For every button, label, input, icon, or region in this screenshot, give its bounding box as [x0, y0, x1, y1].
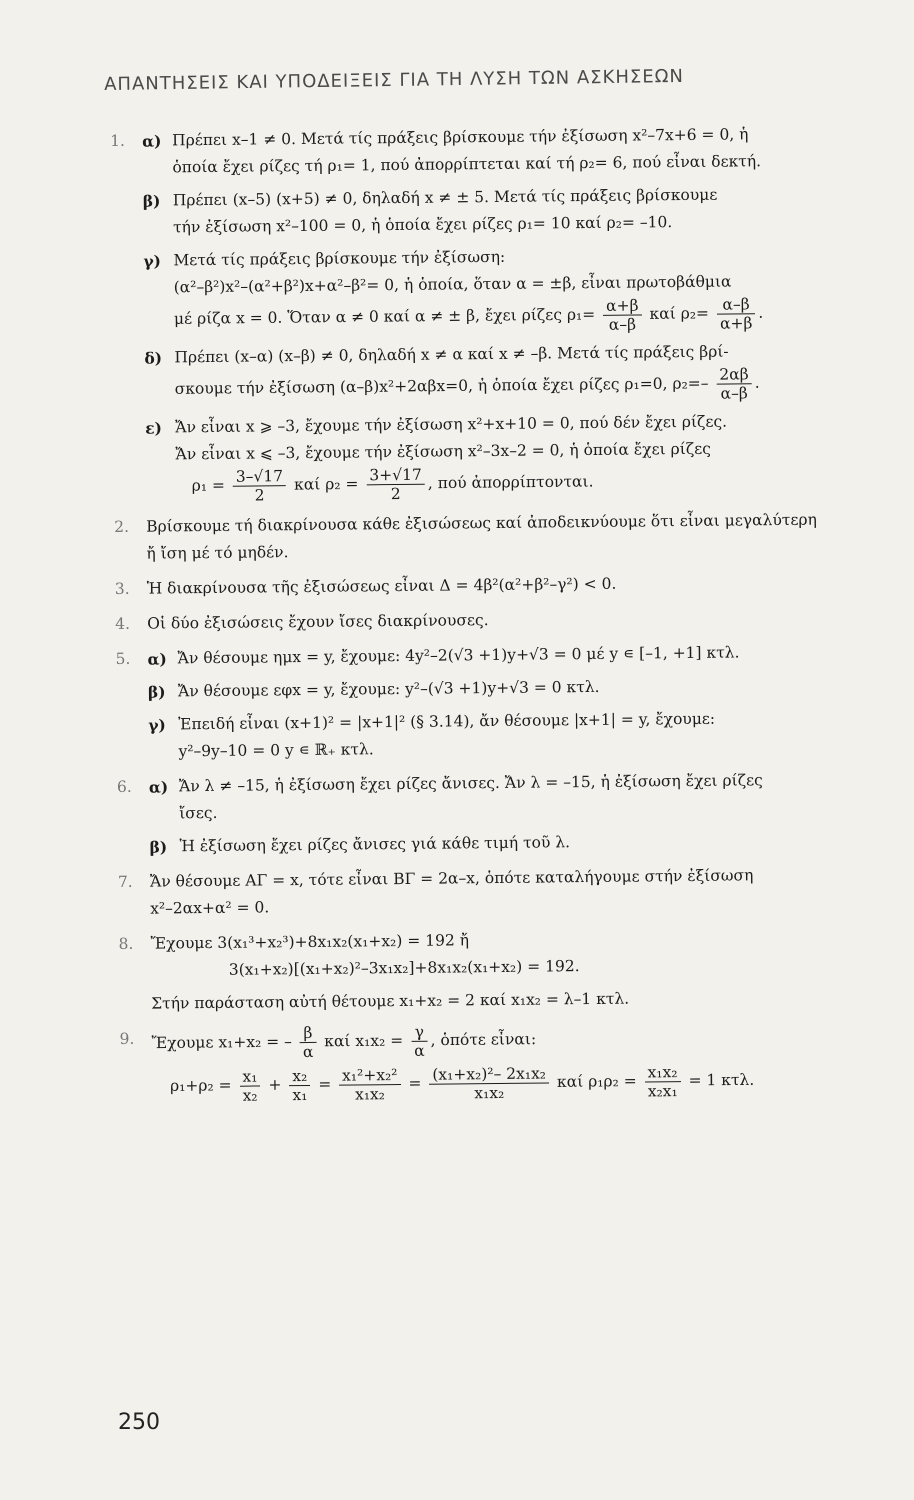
fraction	[289, 1067, 310, 1104]
problem-1c	[143, 240, 902, 339]
numerator: α+β	[603, 296, 642, 315]
denominator: α	[302, 1042, 314, 1062]
denominator: 2	[390, 484, 401, 504]
text-line: Ἄν εἶναι x ⩾ –3, ἔχουμε τήν ἐξίσωση x²+x+10 = 0, πού δέν ἔχει ρίζες.	[175, 412, 728, 437]
text-line: ἴσες.	[179, 803, 218, 823]
denominator: 2	[254, 486, 265, 505]
text-segment: =	[408, 1074, 422, 1093]
text-line: Ἄν θέσουμε ΑΓ = x, τότε εἶναι ΒΓ = 2α–x, ὁπότε καταλήγουμε στήν ἐξίσωση	[149, 866, 754, 891]
part-label: α)	[147, 649, 167, 669]
fraction	[366, 466, 425, 504]
text-line: y²–9y–10 = 0 y ∊ ℝ₊ κτλ.	[178, 740, 374, 761]
part-label: γ)	[148, 715, 166, 735]
text-segment: Ἔχουμε x₁+x₂ = –	[151, 1032, 292, 1053]
text-line: Οἱ δύο ἐξισώσεις ἔχουν ἴσες διακρίνουσες.	[147, 611, 489, 633]
fraction	[300, 1024, 317, 1061]
text-segment: καί ρ₁ρ₂ =	[556, 1072, 637, 1091]
part-label: γ)	[143, 251, 162, 271]
formula-line	[176, 461, 904, 506]
text-line: x²–2αx+α² = 0.	[150, 898, 270, 918]
numerator: x₂	[289, 1067, 310, 1086]
numerator: x₁	[239, 1067, 260, 1086]
text-line: Ἡ ἐξίσωση ἔχει ρίζες ἄνισες γιά κάθε τιμή τοῦ λ.	[179, 833, 571, 856]
numerator: (x₁+x₂)²– 2x₁x₂	[429, 1064, 549, 1084]
text-line: Πρέπει (x–α) (x–β) ≠ 0, δηλαδή x ≠ α καί x ≠ –β. Μετά τίς πράξεις βρί-	[174, 342, 729, 367]
text-line: Πρέπει (x–5) (x+5) ≠ 0, δηλαδή x ≠ ± 5. Μετά τίς πράξεις βρίσκουμε	[172, 185, 718, 210]
part-label: α)	[148, 777, 169, 797]
text-line: Ἄν λ ≠ –15, ἡ ἐξίσωση ἔχει ρίζες ἄνισες. Ἄν λ = –15, ἡ ἐξίσωση ἔχει ρίζες	[178, 771, 763, 796]
problem-number: 1.	[110, 131, 126, 150]
problem-1d	[144, 337, 903, 409]
text-line: Ἐπειδή εἶναι (x+1)² = |x+1|² (§ 3.14), ἄν θέσουμε |x+1| = y, ἔχουμε:	[178, 709, 716, 734]
problem-3	[115, 568, 905, 603]
text-segment: καί x₁x₂ =	[324, 1031, 404, 1051]
denominator: α+β	[719, 314, 753, 333]
part-label: δ)	[144, 348, 163, 368]
problem-number: 2.	[114, 517, 130, 536]
problem-number: 6.	[116, 777, 132, 796]
fraction	[339, 1066, 401, 1104]
part-label: β)	[142, 191, 161, 211]
fraction	[717, 295, 756, 332]
text-segment: μέ ρίζα x = 0. Ὅταν α ≠ 0 καί α ≠ ± β, ἔχει ρίζες ρ₁=	[173, 305, 596, 328]
problem-number: 7.	[117, 872, 133, 891]
fraction	[239, 1067, 260, 1104]
fraction	[233, 467, 287, 505]
text-line: Ἄν θέσουμε εφx = y, ἔχουμε: y²–(√3 +1)y+√3 = 0 κτλ.	[177, 677, 600, 701]
problem-1	[110, 120, 904, 506]
problem-7	[118, 861, 909, 923]
problem-number: 8.	[118, 934, 134, 953]
text-line: Ἄν θέσουμε ημx = y, ἔχουμε: 4y²–2(√3 +1)y+√3 = 0 μέ y ∊ [–1, +1] κτλ.	[177, 643, 740, 668]
text-segment: σκουμε τήν ἐξίσωση (α–β)x²+2αβx=0, ἡ ὁποία ἔχει ρίζες ρ₁=0, ρ₂=–	[174, 374, 709, 398]
text-segment: ρ₁+ρ₂ =	[169, 1076, 232, 1095]
formula-line	[120, 1061, 910, 1106]
fraction	[429, 1064, 549, 1102]
numerator: β	[300, 1024, 317, 1043]
numerator: 2αβ	[716, 365, 751, 384]
text-segment: καί ρ₂ =	[293, 474, 359, 494]
part-label: α)	[142, 131, 162, 151]
text-segment: = 1 κτλ.	[688, 1070, 755, 1090]
text-line: (α²–β²)x²–(α²+β²)x+α²–β²= 0, ἡ ὁποία, ὅταν α = ±β, εἶναι πρωτοβάθμια	[173, 272, 732, 297]
fraction	[411, 1023, 428, 1060]
numerator: 3+√17	[366, 466, 425, 486]
problem-8	[118, 923, 909, 1018]
text-line: Ἄν εἶναι x ⩽ –3, ἔχουμε τήν ἐξίσωση x²–3x–2 = 0, ἡ ὁποία ἔχει ρίζες	[175, 439, 711, 464]
problem-number: 5.	[115, 649, 131, 668]
fraction	[644, 1063, 680, 1100]
part-label: β)	[149, 837, 168, 857]
denominator: x₁x₂	[354, 1085, 386, 1104]
problem-9	[119, 1018, 910, 1106]
denominator: x₁x₂	[474, 1083, 505, 1103]
text-segment: .	[754, 373, 760, 392]
text-line: Ἡ διακρίνουσα τῆς ἐξισώσεως εἶναι Δ = 4β²(α²+β²–γ²) < 0.	[146, 574, 617, 598]
text-line: Μετά τίς πράξεις βρίσκουμε τήν ἐξίσωση:	[173, 247, 506, 270]
page-number: 250	[118, 1410, 160, 1435]
text-segment: , ὁπότε εἶναι:	[430, 1030, 537, 1050]
problem-5	[115, 638, 906, 766]
denominator: α	[414, 1041, 425, 1060]
problem-number: 9.	[119, 1029, 135, 1048]
problem-6	[117, 766, 908, 861]
denominator: x₁	[292, 1085, 308, 1105]
fraction	[716, 365, 752, 402]
denominator: α–β	[720, 384, 748, 403]
problem-5c	[148, 704, 907, 766]
problem-1e	[145, 407, 904, 506]
text-line: ὁποία ἔχει ρίζες τή ρ₁= 1, πού ἀπορρίπτεται καί τή ρ₂= 6, πού εἶναι δεκτή.	[172, 152, 762, 177]
text-segment: καί ρ₂=	[649, 304, 710, 323]
fraction	[603, 296, 642, 333]
numerator: α–β	[717, 295, 756, 314]
problem-number: 4.	[115, 614, 131, 633]
text-line: Στήν παράσταση αὐτή θέτουμε x₁+x₂ = 2 καί x₁x₂ = λ–1 κτλ.	[151, 989, 630, 1013]
text-segment: .	[758, 303, 764, 322]
part-label: β)	[147, 682, 166, 702]
problem-4	[115, 603, 905, 638]
text-segment: +	[268, 1075, 282, 1094]
numerator: γ	[411, 1023, 428, 1042]
part-label: ε)	[145, 418, 163, 438]
text-line: τήν ἐξίσωση x²–100 = 0, ἡ ὁποία ἔχει ρίζες ρ₁= 10 καί ρ₂= –10.	[172, 213, 673, 237]
text-segment: =	[318, 1075, 332, 1094]
problem-1b	[143, 180, 902, 242]
problem-6a	[149, 766, 908, 828]
denominator: x₂x₁	[647, 1082, 678, 1101]
problem-number: 3.	[114, 579, 130, 598]
text-line: Ἔχουμε 3(x₁³+x₂³)+8x₁x₂(x₁+x₂) = 192 ἤ	[150, 931, 470, 953]
text-segment: ρ₁ =	[191, 476, 226, 495]
problem-1a	[142, 120, 901, 182]
numerator: 3–√17	[233, 467, 286, 487]
denominator: x₂	[242, 1086, 258, 1105]
text-segment: , πού ἀπορρίπτονται.	[427, 472, 594, 493]
denominator: α–β	[608, 315, 637, 334]
formula-line	[175, 364, 903, 409]
text-line: ἤ ἴση μέ τό μηδέν.	[146, 543, 289, 563]
running-header: ΑΠΑΝΤΗΣΕΙΣ ΚΑΙ ΥΠΟΔΕΙΞΕΙΣ ΓΙΑ ΤΗ ΛΥΣΗ ΤΩΝ ΑΣΚΗΣΕΩΝ	[104, 65, 685, 95]
text-line: 3(x₁+x₂)[(x₁+x₂)²–3x₁x₂]+8x₁x₂(x₁+x₂) = 192.	[228, 957, 580, 979]
numerator: x₁²+x₂²	[339, 1066, 401, 1086]
text-line: Πρέπει x–1 ≠ 0. Μετά τίς πράξεις βρίσκουμε τήν ἐξίσωση x²–7x+6 = 0, ἡ	[172, 125, 749, 150]
text-line: Βρίσκουμε τή διακρίνουσα κάθε ἐξισώσεως καί ἀποδεικνύουμε ὅτι εἶναι μεγαλύτερη	[146, 510, 817, 536]
answers-content	[110, 120, 910, 1114]
numerator: x₁x₂	[644, 1063, 680, 1082]
problem-2	[114, 506, 905, 568]
formula-line	[174, 294, 902, 339]
